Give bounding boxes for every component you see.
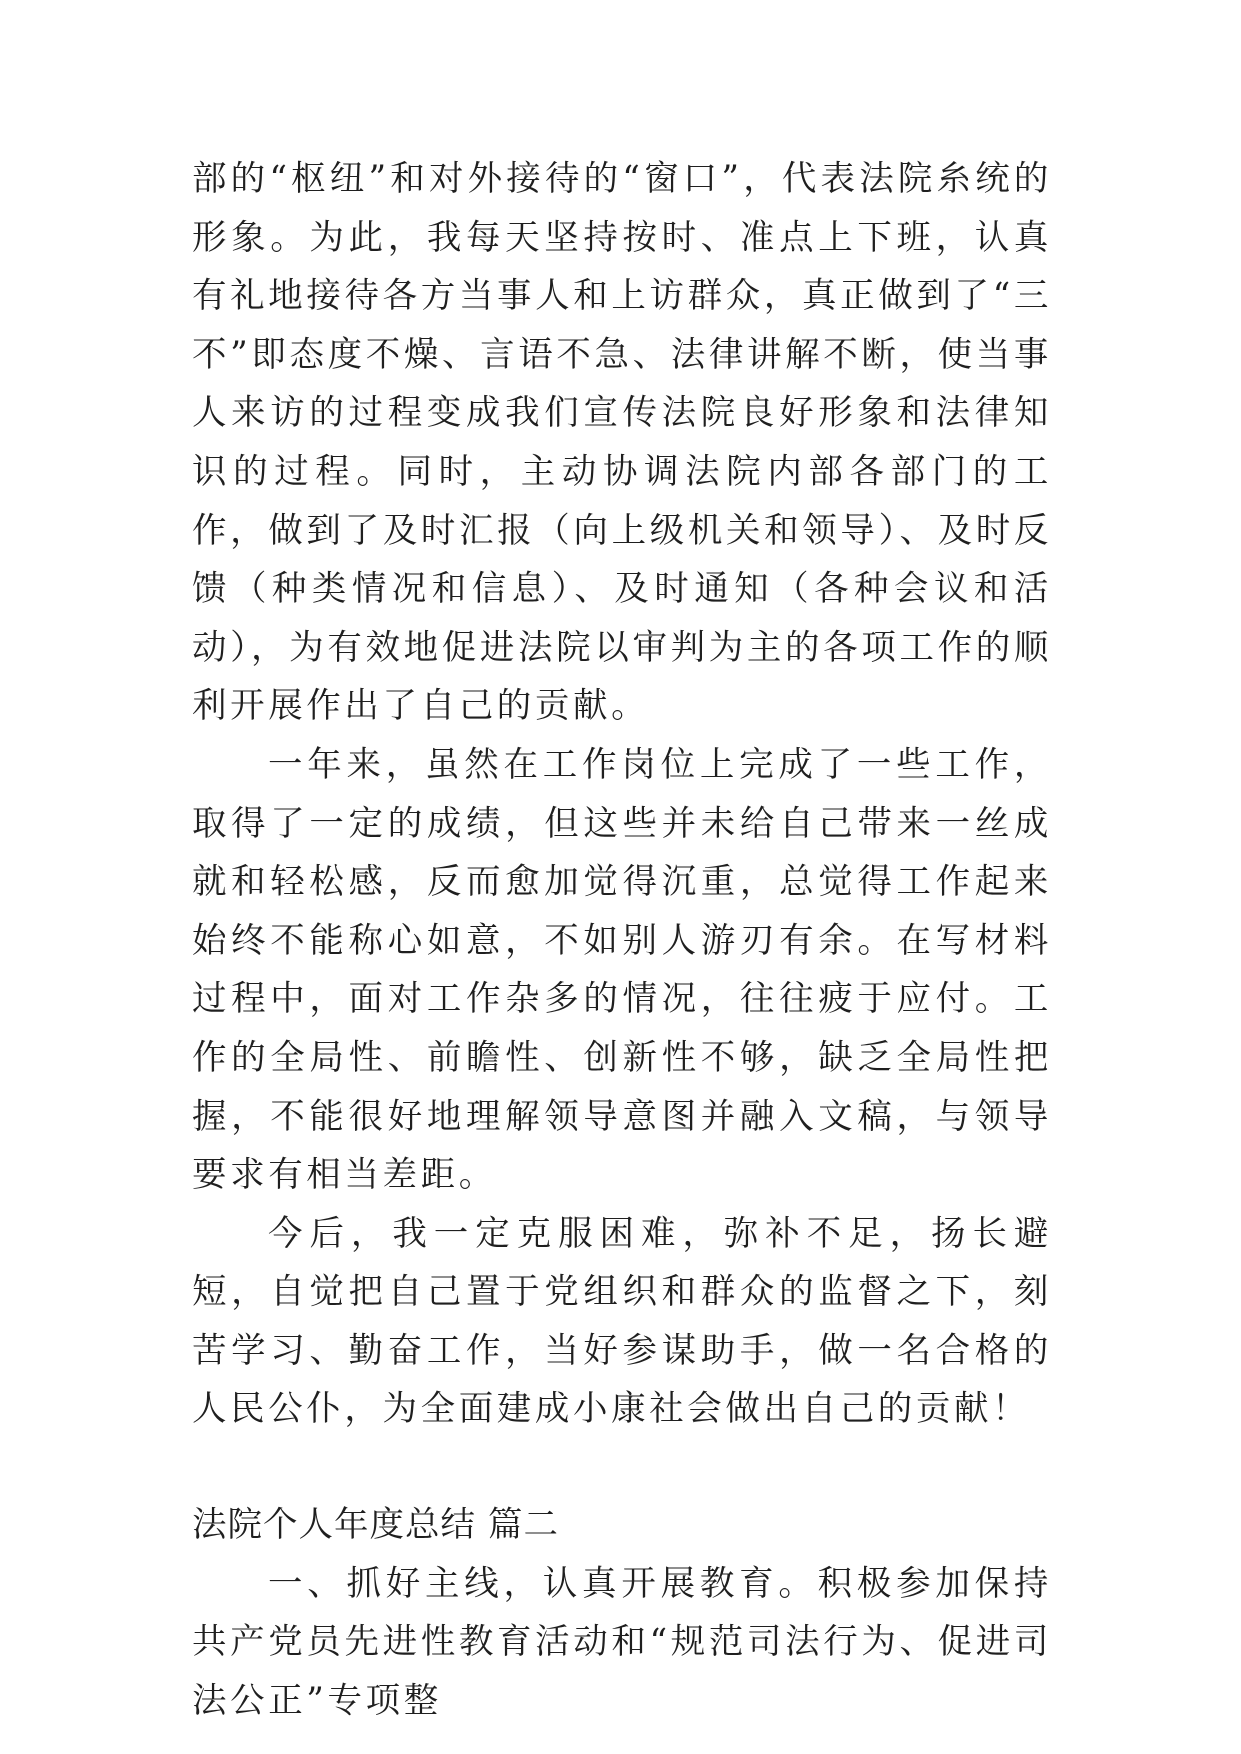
document-body (192, 150, 1052, 1730)
paragraph-shortcomings: 一年来，虽然在工作岗位上完成了一些工作，取得了一定的成绩，但这些并未给自己带来一丝成就和轻松感，反而愈加觉得沉重，总觉得工作起来始终不能称心如意，不如别人游刃有余。在写材料过程中，面对工作杂多的情况，往往疲于应付。工作的全局性、前瞻性、创新性不够，缺乏全局性把握，不能很好地理解领导意图并融入文稿，与领导要求有相当差距。 (192, 744, 1052, 1196)
paragraph-continued: 部的“枢纽”和对外接待的“窗口”，代表法院糸统的形象。为此，我每天坚持按时、准点上下班，认真有礼地接待各方当事人和上访群众，真正做到了“三不”即态度不燥、言语不急、法律讲解不断，使当事人来访的过程变成我们宣传法院良好形象和法律知识的过程。同时，主动协调法院内部各部门的工作，做到了及时汇报（向上级机关和领导）、及时反馈（种类情况和信息）、及时通知（各种会议和活动），为有效地促进法院以审判为主的各项工作的顺利开展作出了自己的贡献。 (192, 159, 1052, 727)
paragraph-future-plans: 今后，我一定克服困难，弥补不足，扬长避短，自觉把自己置于党组织和群众的监督之下，刻苦学习、勤奋工作，当好参谋助手，做一名合格的人民公仆，为全面建成小康社会做出自己的贡献！ (192, 1213, 1052, 1430)
section-spacer (192, 1439, 1052, 1496)
section-heading: 法院个人年度总结 篇二 (192, 1505, 559, 1546)
paragraph-section-two-first: 一、抓好主线，认真开展教育。积极参加保持共产党员先进性教育活动和“规范司法行为、促进司法公正”专项整 (192, 1563, 1052, 1721)
